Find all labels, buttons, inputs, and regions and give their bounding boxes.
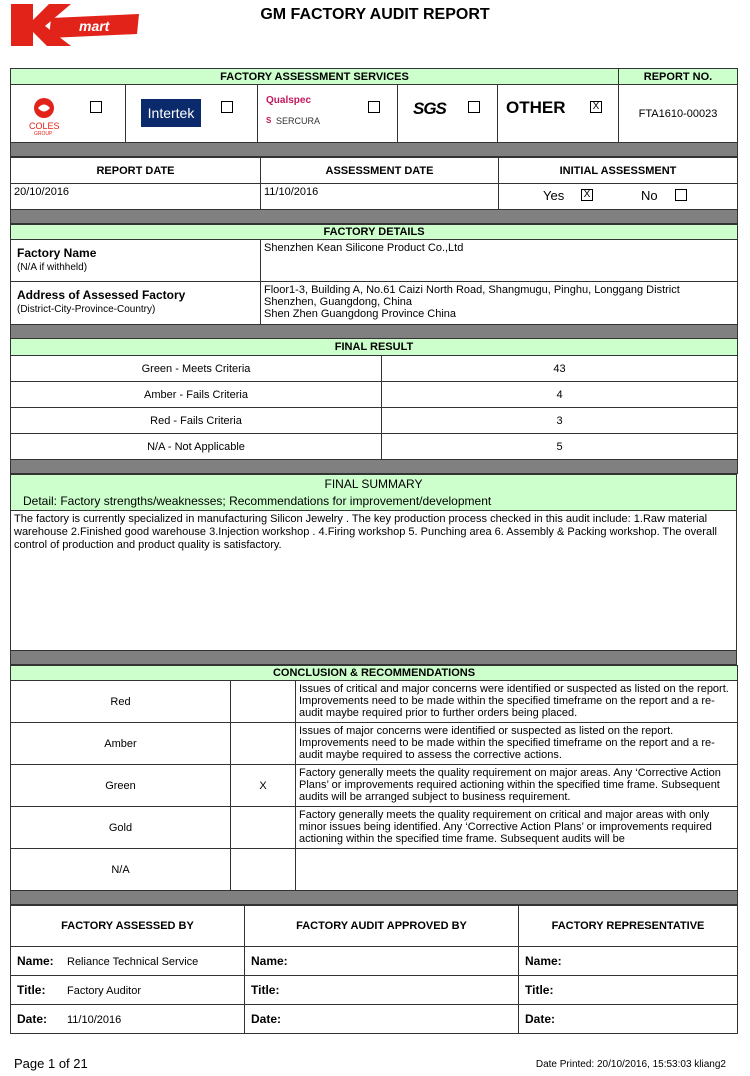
title-label: Title:	[17, 983, 46, 997]
name-label: Name:	[17, 954, 54, 968]
page-title: GM FACTORY AUDIT REPORT	[260, 6, 490, 23]
other-cell	[498, 85, 619, 143]
final-summary-table	[10, 474, 737, 665]
final-result-heading: FINAL RESULT	[11, 339, 738, 356]
conclusion-text	[296, 849, 738, 891]
assessed-date-cell	[11, 1005, 245, 1034]
conclusion-mark: X	[231, 765, 296, 807]
address-label-cell	[11, 282, 261, 325]
conclusion-mark	[231, 807, 296, 849]
assessment-date-value: 11/10/2016	[261, 184, 499, 210]
conclusion-mark	[231, 723, 296, 765]
sgs-checkbox[interactable]	[468, 101, 480, 113]
date-label: Date:	[17, 1012, 48, 1026]
title-label: Title:	[251, 983, 280, 997]
svg-text:mart: mart	[79, 18, 110, 34]
initial-assessment-heading: INITIAL ASSESSMENT	[499, 158, 738, 184]
page-number: Page 1 of 21	[14, 1056, 88, 1071]
coles-logo-icon	[29, 97, 59, 119]
result-label: Green - Meets Criteria	[11, 356, 382, 382]
name-label: Name:	[525, 954, 562, 968]
conclusion-label: Amber	[11, 723, 231, 765]
address-label: Address of Assessed Factory	[17, 288, 186, 302]
factory-details-heading: FACTORY DETAILS	[11, 225, 738, 240]
intertek-cell	[126, 85, 258, 143]
dates-table	[10, 157, 738, 224]
approved-by-heading: FACTORY AUDIT APPROVED BY	[245, 906, 519, 947]
conclusion-label: N/A	[11, 849, 231, 891]
conclusion-text: Factory generally meets the quality requirement on critical and major areas with only minor issues being identified. Any ‘Corrective Action Plans’ or improvements required actioning within the specified time frame. Subsequent audits will be	[296, 807, 738, 849]
factory-details-table	[10, 224, 738, 339]
initial-assessment-cell	[499, 184, 738, 210]
other-label: OTHER	[506, 98, 566, 117]
result-value: 3	[382, 408, 738, 434]
report-number: FTA1610-00023	[619, 85, 738, 143]
representative-date-cell	[519, 1005, 738, 1034]
separator	[11, 460, 738, 474]
coles-checkbox[interactable]	[90, 101, 102, 113]
assessment-date-heading: ASSESSMENT DATE	[261, 158, 499, 184]
report-date-heading: REPORT DATE	[11, 158, 261, 184]
factory-name-sub: (N/A if withheld)	[17, 262, 88, 273]
conclusion-text: Factory generally meets the quality requirement on major areas. Any ‘Corrective Action Plans’ or improvements required actioning within the specified time frame. Subsequent audits will be arranged subject to business requirement.	[296, 765, 738, 807]
assessed-name-cell	[11, 947, 245, 976]
conclusion-table	[10, 665, 738, 905]
final-summary-text: The factory is currently specialized in manufacturing Silicon Jewelry . The key production process checked in this audit include: 1.Raw material warehouse 2.Finished good warehouse 3.Injection workshop . 4.Firing workshop 5. Punching area 6. Assembly & Packing workshop. The overall control of production and product quality is satisfactory.	[11, 511, 737, 651]
final-summary-detail: Detail: Factory strengths/weaknesses; Recommendations for improvement/development	[23, 494, 492, 508]
coles-logo-sub: GROUP	[34, 131, 53, 137]
conclusion-label: Red	[11, 681, 231, 723]
report-no-heading: REPORT NO.	[619, 69, 738, 85]
result-label: Red - Fails Criteria	[11, 408, 382, 434]
factory-name-value: Shenzhen Kean Silicone Product Co.,Ltd	[261, 240, 738, 282]
services-heading: FACTORY ASSESSMENT SERVICES	[11, 69, 619, 85]
sgs-logo: SGS	[413, 99, 446, 118]
conclusion-label: Green	[11, 765, 231, 807]
assessment-services-table	[10, 68, 738, 157]
report-date-value: 20/10/2016	[11, 184, 261, 210]
conclusion-mark	[231, 849, 296, 891]
qualspec-checkbox[interactable]	[368, 101, 380, 113]
date-label: Date:	[251, 1012, 282, 1026]
result-label: Amber - Fails Criteria	[11, 382, 382, 408]
date-label: Date:	[525, 1012, 556, 1026]
intertek-logo: Intertek	[141, 99, 201, 127]
representative-name-cell	[519, 947, 738, 976]
assessed-by-heading: FACTORY ASSESSED BY	[11, 906, 245, 947]
address-line-2: Shen Zhen Guangdong Province China	[264, 308, 457, 320]
address-value-cell	[261, 282, 738, 325]
intertek-checkbox[interactable]	[221, 101, 233, 113]
name-label: Name:	[251, 954, 288, 968]
conclusion-text: Issues of critical and major concerns were identified or suspected as listed on the report. Improvements need to be made within the specified timeframe on the report and a re-audit maybe required prior to further orders being placed.	[296, 681, 738, 723]
address-line-1: Floor1-3, Building A, No.61 Caizi North Road, Shangmugu, Pinghu, Longgang District Shenzhen, Guangdong, China	[264, 284, 680, 308]
sercura-logo-icon: S	[266, 116, 272, 125]
assessed-date-value: 11/10/2016	[67, 1014, 122, 1026]
result-value: 4	[382, 382, 738, 408]
conclusion-heading: CONCLUSION & RECOMMENDATIONS	[11, 666, 738, 681]
final-result-table	[10, 338, 738, 474]
separator	[11, 210, 738, 224]
conclusion-label: Gold	[11, 807, 231, 849]
other-checkbox[interactable]: X	[590, 101, 602, 113]
coles-logo-text: COLES	[29, 121, 60, 131]
separator	[11, 325, 738, 339]
factory-name-label: Factory Name	[17, 246, 97, 260]
qualspec-logo: Qualspec	[266, 95, 312, 106]
assessed-name-value: Reliance Technical Service	[67, 956, 199, 968]
signoff-table	[10, 905, 738, 1034]
representative-heading: FACTORY REPRESENTATIVE	[519, 906, 738, 947]
approved-title-cell	[245, 976, 519, 1005]
sercura-logo: SERCURA	[276, 116, 321, 126]
assessed-title-value: Factory Auditor	[67, 985, 141, 997]
coles-cell	[11, 85, 126, 143]
result-value: 43	[382, 356, 738, 382]
no-checkbox[interactable]	[675, 189, 687, 201]
representative-title-cell	[519, 976, 738, 1005]
approved-date-cell	[245, 1005, 519, 1034]
separator	[11, 143, 738, 157]
assessed-title-cell	[11, 976, 245, 1005]
approved-name-cell	[245, 947, 519, 976]
separator	[11, 891, 738, 905]
separator	[11, 651, 737, 665]
sgs-cell	[398, 85, 498, 143]
title-label: Title:	[525, 983, 554, 997]
conclusion-mark	[231, 681, 296, 723]
address-sub: (District-City-Province-Country)	[17, 304, 156, 315]
qualspec-cell	[258, 85, 398, 143]
final-summary-header-cell	[11, 475, 737, 511]
result-value: 5	[382, 434, 738, 460]
conclusion-text: Issues of major concerns were identified or suspected as listed on the report. Improvements need to be made within the specified timeframe on the report and a re-audit maybe required to assess the corrective actions.	[296, 723, 738, 765]
yes-label: Yes	[543, 188, 565, 203]
result-label: N/A - Not Applicable	[11, 434, 382, 460]
yes-checkbox[interactable]: X	[581, 189, 593, 201]
date-printed: Date Printed: 20/10/2016, 15:53:03 kliang2	[535, 1059, 726, 1070]
final-summary-heading: FINAL SUMMARY	[324, 477, 423, 491]
factory-name-label-cell	[11, 240, 261, 282]
no-label: No	[641, 188, 658, 203]
